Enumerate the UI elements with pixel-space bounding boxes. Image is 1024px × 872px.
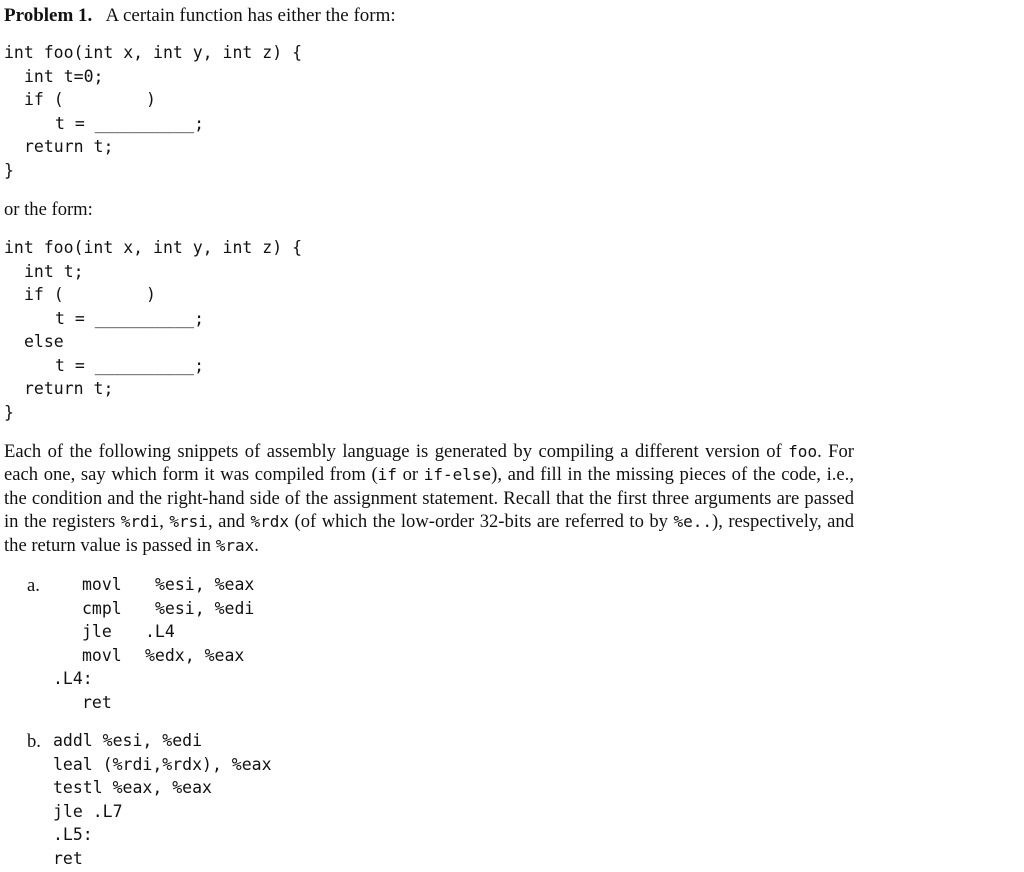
asm-ret: ret — [82, 693, 112, 712]
asm-label: .L4: — [53, 669, 93, 688]
asm-args: %edx, %eax — [145, 646, 245, 665]
form2-signature: int foo(int x, int y, int z) { — [4, 238, 303, 257]
desc-text: ), respectively, and the return value is passed in — [4, 511, 854, 556]
desc-text: , and — [207, 511, 251, 533]
desc-text: Each of the following snippets of assembly language is generated by compiling a different version of — [4, 441, 789, 462]
asm-op: movl — [82, 646, 122, 665]
form2-decl: int t; — [24, 262, 84, 281]
or-the-form-text: or the form: — [4, 199, 93, 220]
asm-line: jle .L7 — [53, 802, 123, 821]
form1-decl: int t=0; — [24, 67, 104, 86]
desc-code: foo — [788, 442, 818, 461]
asm-op: movl — [82, 575, 122, 594]
desc-code: %rsi — [169, 512, 208, 532]
form1-signature: int foo(int x, int y, int z) { — [4, 43, 303, 62]
asm-line: testl %eax, %eax — [53, 778, 212, 797]
asm-op: cmpl — [82, 599, 122, 618]
form2-return: return t; — [24, 379, 114, 398]
problem-heading — [4, 6, 396, 25]
form1-return: return t; — [24, 137, 114, 156]
form1-if-open: if ( — [24, 90, 64, 109]
asm-op: jle — [82, 622, 112, 641]
form2-if-open: if ( — [24, 285, 64, 304]
asm-line: leal (%rdi,%rdx), %eax — [53, 755, 272, 774]
asm-args: .L4 — [145, 622, 175, 641]
desc-code: if — [377, 465, 397, 485]
asm-args: %esi, %eax — [155, 575, 255, 594]
form1-close: } — [4, 161, 14, 180]
description-paragraph — [4, 440, 854, 557]
desc-code: %rax — [215, 535, 255, 555]
desc-code: if-else — [423, 465, 492, 485]
asm-line: addl %esi, %edi — [53, 731, 203, 750]
desc-code: %rdi — [120, 512, 160, 532]
asm-ret: ret — [53, 849, 83, 868]
desc-code: %e.. — [673, 512, 713, 532]
problem-intro: A certain function has either the form: — [105, 5, 396, 26]
form1-assign: t = __________; — [55, 114, 205, 133]
desc-code: %rdx — [250, 512, 289, 532]
snippet-a-label: a. — [27, 575, 40, 596]
form2-assign-2: t = __________; — [55, 356, 205, 375]
desc-text: or — [396, 464, 424, 486]
problem-label: Problem 1. — [4, 5, 93, 26]
form2-else: else — [24, 332, 64, 351]
desc-text: , — [159, 511, 170, 533]
form1-if-close: ) — [146, 90, 156, 109]
desc-text: ), and fill in the missing pieces of the code, i.e., the condition and the right-hand side of the assignment statement. Recall that the first three arguments are passed in the registers — [4, 464, 854, 533]
snippet-b-label: b. — [27, 731, 41, 752]
asm-args: %esi, %edi — [155, 599, 255, 618]
form2-close: } — [4, 403, 14, 422]
desc-text: . For each one, say which form it was compiled from ( — [4, 441, 854, 486]
form2-assign-1: t = __________; — [55, 309, 205, 328]
desc-text: (of which the low-order 32-bits are referred to by — [289, 511, 674, 533]
desc-text: . — [254, 534, 259, 556]
asm-label: .L5: — [53, 825, 93, 844]
form2-if-close: ) — [146, 285, 156, 304]
